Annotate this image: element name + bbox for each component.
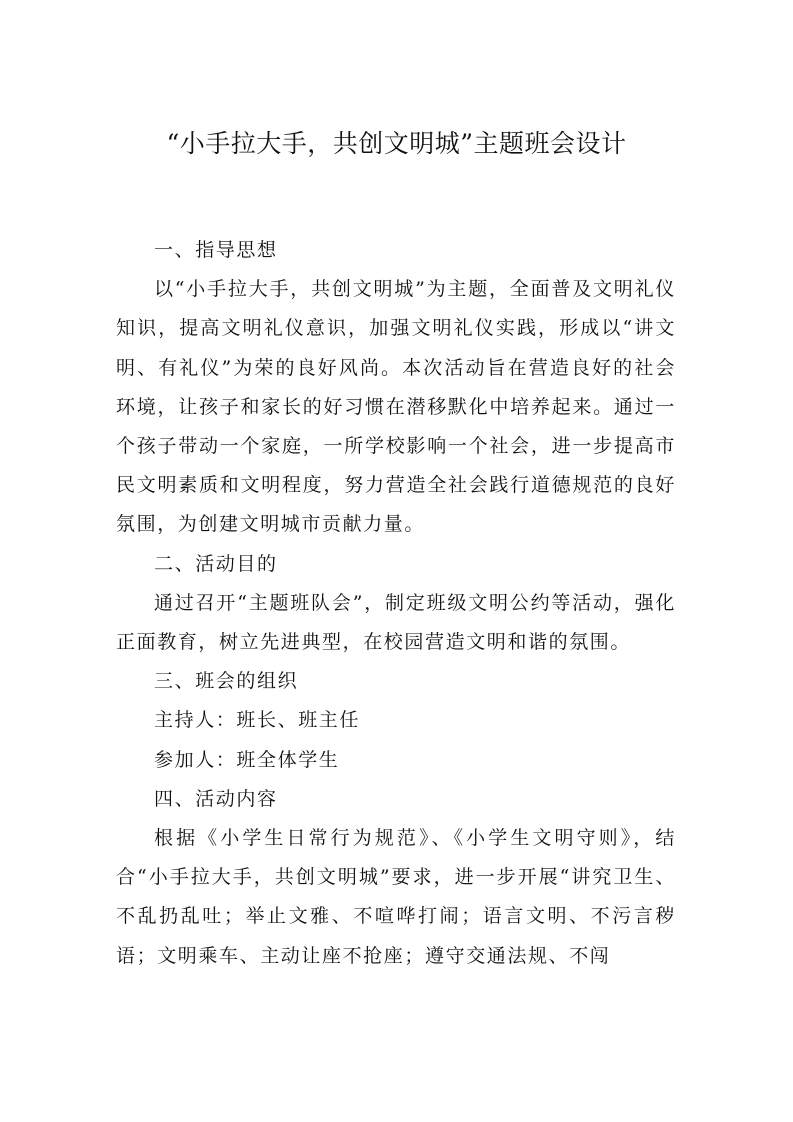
document-title: “小手拉大手，共创文明城”主题班会设计 <box>166 129 627 158</box>
document-body <box>116 231 676 976</box>
paragraph-activity-content: 根据《小学生日常行为规范》、《小学生文明守则》，结合“小手拉大手，共创文明城”要求，进一步开展“讲究卫生、不乱扔乱吐；举止文雅、不喧哗打闹；语言文明、不污言秽语；文明乘车、主动让座不抢座；遵守交通法规、不闯 <box>116 827 676 967</box>
section-heading-activity-content: 四、活动内容 <box>154 787 278 810</box>
section-heading-meeting-organization: 三、班会的组织 <box>154 670 299 693</box>
section-heading-activity-purpose: 二、活动目的 <box>154 552 278 575</box>
paragraph-host: 主持人：班长、班主任 <box>154 709 361 732</box>
section-heading-guiding-ideology: 一、指导思想 <box>154 239 278 261</box>
paragraph-activity-purpose: 通过召开“主题班队会”，制定班级文明公约等活动，强化正面教育，树立先进典型，在校园营造文明和谐的氛围。 <box>116 591 676 654</box>
paragraph-participants: 参加人：班全体学生 <box>154 748 340 771</box>
paragraph-guiding-ideology: 以“小手拉大手，共创文明城”为主题，全面普及文明礼仪知识，提高文明礼仪意识，加强文明礼仪实践，形成以“讲文明、有礼仪”为荣的良好风尚。本次活动旨在营造良好的社会环境，让孩子和家长的好习惯在潜移默化中培养起来。通过一个孩子带动一个家庭，一所学校影响一个社会，进一步提高市民文明素质和文明程度，努力营造全社会践行道德规范的良好氛围，为创建文明城市贡献力量。 <box>116 278 676 536</box>
